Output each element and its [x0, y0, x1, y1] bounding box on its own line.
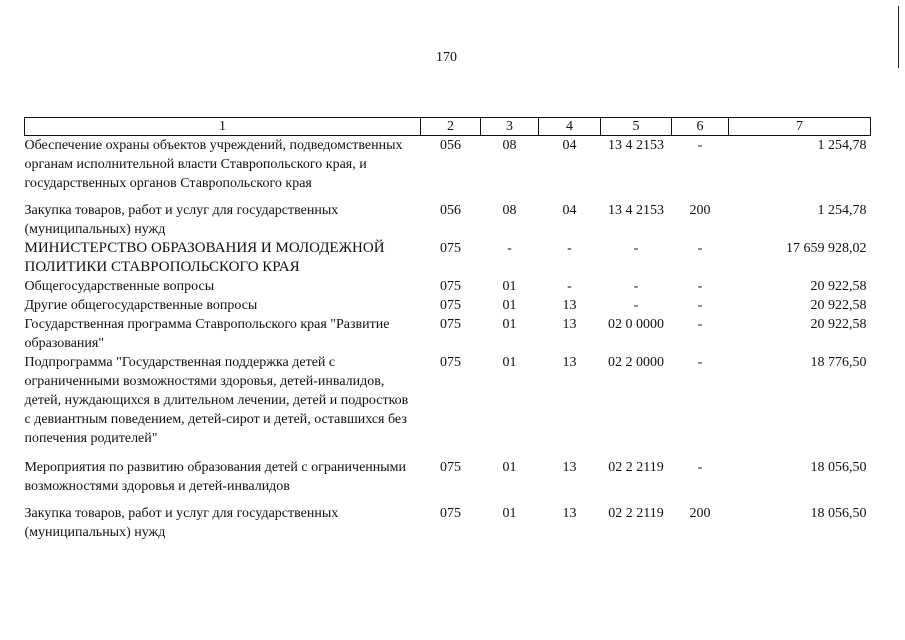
row-name: МИНИСТЕРСТВО ОБРАЗОВАНИЯ И МОЛОДЕЖНОЙ ПОЛИТИКИ СТАВРОПОЛЬСКОГО КРАЯ [24, 240, 385, 275]
table-row [25, 136, 871, 202]
row-col-4: 13 [562, 317, 577, 332]
row-col-3: 08 [502, 203, 517, 218]
row-col-2: 075 [440, 298, 461, 313]
row-col-6: 200 [689, 506, 711, 521]
table-header-row [25, 118, 871, 136]
table-row [25, 504, 871, 542]
row-col-5: 13 4 2153 [608, 203, 664, 218]
row-name: Другие общегосударственные вопросы [24, 298, 258, 313]
row-col-5: 02 0 0000 [608, 317, 664, 332]
row-col-7: 1 254,78 [817, 138, 867, 153]
row-col-5: 02 2 0000 [608, 355, 664, 370]
row-name: Закупка товаров, работ и услуг для государственных (муниципальных) нужд [24, 203, 339, 237]
row-col-6: - [697, 355, 703, 370]
row-col-2: 075 [440, 355, 461, 370]
row-col-7: 17 659 928,02 [786, 241, 867, 256]
row-col-6: - [697, 298, 703, 313]
row-col-6: - [697, 138, 703, 153]
table-row [25, 353, 871, 458]
table-row [25, 239, 871, 277]
row-col-4: 04 [562, 138, 577, 153]
row-col-2: 075 [440, 241, 461, 256]
row-col-2: 056 [440, 138, 461, 153]
row-col-7: 20 922,58 [810, 317, 867, 332]
row-col-3: 01 [502, 279, 517, 294]
header-col-4: 4 [539, 118, 601, 136]
row-col-6: - [697, 460, 703, 475]
row-col-7: 1 254,78 [817, 203, 867, 218]
row-col-3: - [507, 241, 512, 256]
row-col-4: - [567, 241, 572, 256]
row-col-7: 18 056,50 [810, 506, 867, 521]
page-number: 170 [436, 50, 457, 65]
row-col-2: 075 [440, 317, 461, 332]
row-col-2: 056 [440, 203, 461, 218]
row-col-3: 01 [502, 317, 517, 332]
row-col-5: 02 2 2119 [608, 460, 664, 475]
row-col-4: 04 [562, 203, 577, 218]
row-col-4: 13 [562, 355, 577, 370]
row-name: Государственная программа Ставропольского края "Развитие образования" [24, 317, 390, 351]
row-col-2: 075 [440, 506, 461, 521]
row-col-7: 20 922,58 [810, 298, 867, 313]
row-name: Закупка товаров, работ и услуг для государственных (муниципальных) нужд [24, 506, 339, 540]
table-row [25, 296, 871, 315]
row-col-5: - [633, 241, 639, 256]
row-name: Общегосударственные вопросы [24, 279, 215, 294]
header-col-2: 2 [421, 118, 481, 136]
row-col-2: 075 [440, 279, 461, 294]
row-col-5: - [633, 279, 639, 294]
header-col-1: 1 [25, 118, 421, 136]
row-name: Мероприятия по развитию образования детей с ограниченными возможностями здоровья и детей-инвалидов [24, 460, 407, 494]
row-col-2: 075 [440, 460, 461, 475]
row-col-3: 01 [502, 298, 517, 313]
row-col-4: 13 [562, 460, 577, 475]
header-col-7: 7 [729, 118, 871, 136]
row-col-6: - [697, 241, 703, 256]
table-row [25, 201, 871, 239]
row-col-4: - [567, 279, 572, 294]
table-row [25, 315, 871, 353]
row-col-7: 20 922,58 [810, 279, 867, 294]
row-col-3: 01 [502, 355, 517, 370]
header-col-5: 5 [601, 118, 672, 136]
row-col-7: 18 776,50 [810, 355, 867, 370]
row-col-3: 01 [502, 506, 517, 521]
row-col-6: - [697, 317, 703, 332]
row-col-5: 02 2 2119 [608, 506, 664, 521]
row-col-6: 200 [689, 203, 711, 218]
table-row [25, 277, 871, 296]
row-name: Обеспечение охраны объектов учреждений, подведомственных органам исполнительной власти Ставропольского края, и государственных органов Ставропольского края [24, 138, 403, 191]
budget-table [24, 117, 871, 542]
row-col-3: 08 [502, 138, 517, 153]
table-row [25, 458, 871, 504]
row-col-3: 01 [502, 460, 517, 475]
header-col-3: 3 [481, 118, 539, 136]
row-col-4: 13 [562, 298, 577, 313]
scan-edge-line [898, 6, 899, 68]
row-name: Подпрограмма "Государственная поддержка детей с ограниченными возможностями здоровья, детей-инвалидов, детей, нуждающихся в длительном лечении, детей и подростков с девиантным поведением, детей-сирот и детей, оставшихся без попечения родителей" [24, 355, 409, 446]
row-col-5: 13 4 2153 [608, 138, 664, 153]
header-col-6: 6 [672, 118, 729, 136]
row-col-5: - [633, 298, 639, 313]
row-col-6: - [697, 279, 703, 294]
row-col-4: 13 [562, 506, 577, 521]
row-col-7: 18 056,50 [810, 460, 867, 475]
